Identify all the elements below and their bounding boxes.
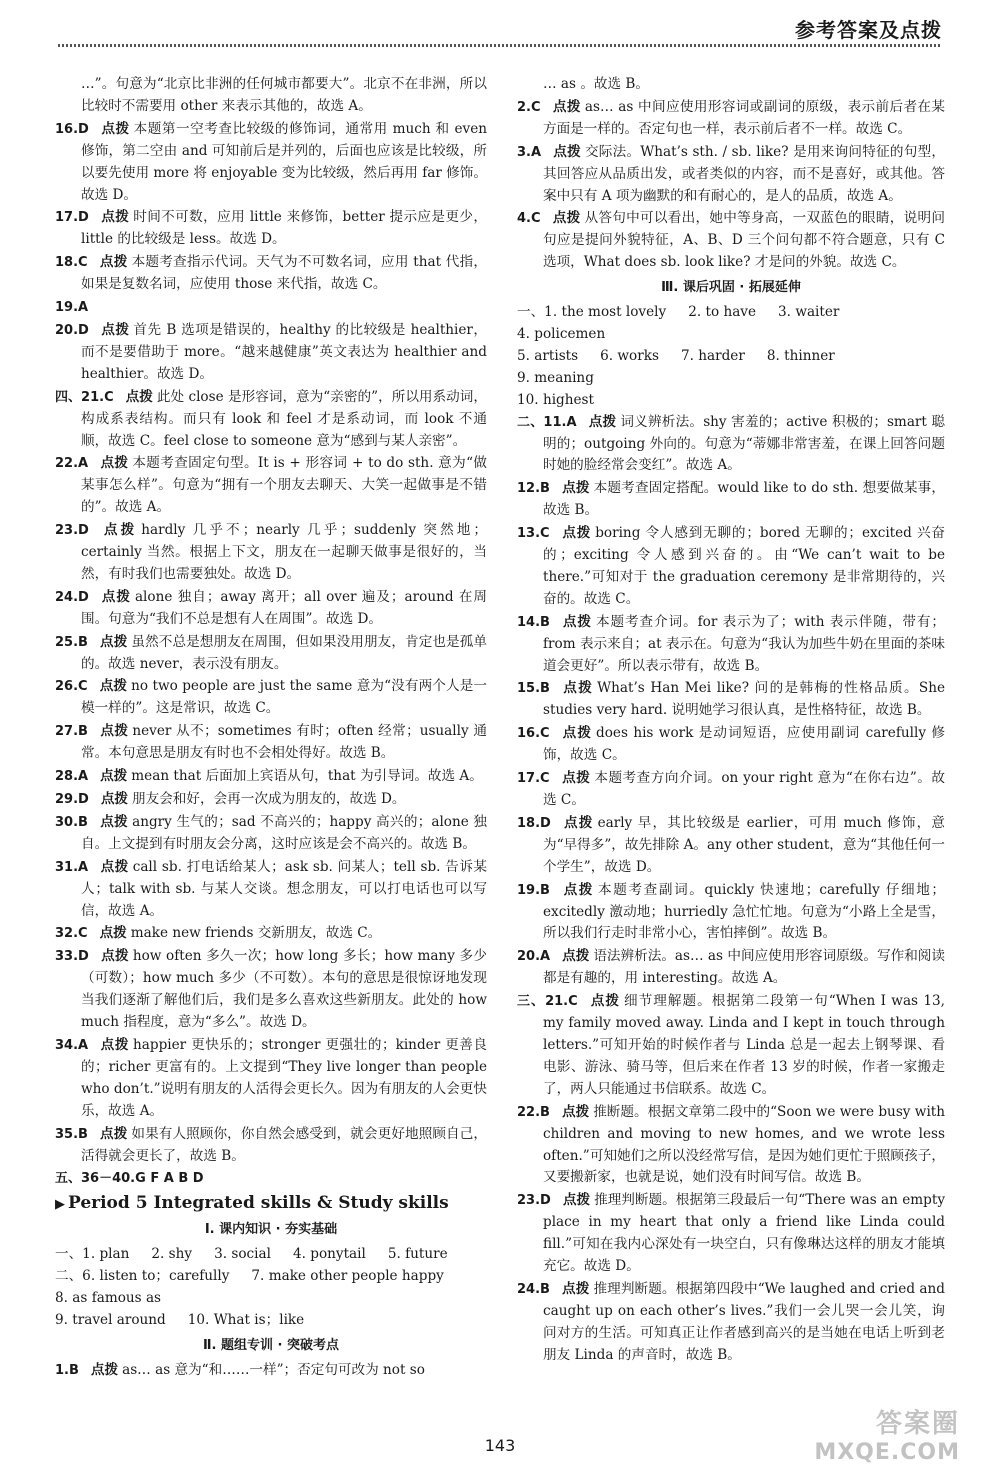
answer-choice: C: [540, 771, 550, 787]
answer-number: 25.: [55, 634, 79, 650]
answer-choice: C: [78, 679, 88, 695]
answer-item: [55, 789, 487, 811]
answer-cell: 一、1. plan: [55, 1246, 130, 1263]
answer-cell: 9. travel around: [55, 1311, 166, 1328]
answer-cell: 2. to have: [688, 304, 757, 321]
answer-choice: D: [540, 815, 551, 831]
answer-number: 三、21.: [517, 994, 569, 1010]
answer-item: [517, 991, 945, 1101]
answer-number: 4.: [517, 211, 531, 227]
answer-cell: 7. harder: [680, 347, 745, 364]
answer-cell: 5. artists: [517, 347, 579, 364]
tip-label: 点拨: [100, 791, 129, 807]
answer-choice: C: [530, 211, 541, 227]
answer-item: [55, 297, 487, 319]
answer-item: [55, 1124, 487, 1168]
answer-number: 19.: [55, 300, 79, 316]
answer-choice: B: [540, 882, 550, 898]
answer-cell: 8. thinner: [766, 347, 835, 364]
answer-choice: D: [78, 792, 89, 807]
tip-label: 点拨: [100, 321, 130, 338]
answer-item: [517, 1190, 945, 1278]
answer-choice: B: [78, 1126, 88, 1142]
answer-cell: 4. ponytail: [292, 1246, 366, 1263]
answer-item: [55, 766, 487, 788]
answer-choice: A: [78, 769, 89, 785]
tip-label: 点拨: [561, 613, 592, 630]
answer-explanation: 本题考查副词。quickly 快速地；carefully 仔细地；excitedly 激动地；hurriedly 急忙忙地。句意为“小路上全是雪，所以我们行走时非常小心，害怕摔倒”。故选 B。: [543, 881, 946, 942]
answer-item: [517, 412, 945, 478]
answer-number: 34.: [55, 1037, 79, 1053]
answer-explanation: 本题考查指示代词。天气为不可数名词，应用 that 代指，如果是复数名词，应使用 those 来代指，故选 C。: [81, 254, 487, 293]
answer-choice: B: [540, 614, 550, 630]
answer-row: [517, 346, 945, 390]
answer-number: 20.: [517, 949, 541, 965]
answer-number: 19.: [517, 882, 541, 898]
answer-explanation: 本题第一空考查比较级的修饰词，通常用 much 和 even 修饰，第二空由 and 可知前后是并列的，后面也应该是比较级，所以要先使用 more 将 enjoyable 变为比较级，然后再用 far 修饰。故选 D。: [81, 120, 488, 203]
answer-choice: D: [540, 1193, 551, 1209]
answer-cell: 3. waiter: [778, 304, 840, 321]
tip-label: 点拨: [561, 1280, 590, 1297]
answer-choice: A: [78, 456, 89, 472]
answer-number: 14.: [517, 614, 541, 630]
tip-label: 点拨: [588, 413, 617, 430]
answer-explanation: 交际法。What’s sth. / sb. like? 是用来询问特征的句型，其回答应从品质出发，或者类似的内容，而不是喜好，或其他。答案中只有 A 项为幽默的和有耐心的，是人的品质，故选 A。: [543, 143, 946, 204]
answer-cell: 4. policemen: [517, 325, 606, 342]
answer-choice: D: [78, 121, 89, 137]
tip-label: 点拨: [561, 680, 594, 697]
tip-label: 点拨: [589, 993, 620, 1010]
answer-cell: 3. social: [214, 1246, 271, 1263]
answer-explanation: 首先 B 选项是错误的，healthy 的比较级是 healthier，而不是要借助于 more。“越来越健康”英文表达为 healthier and healthier。故选 D。: [81, 321, 487, 382]
answer-item: [517, 1279, 945, 1367]
answer-choice: C: [540, 726, 550, 742]
tip-label: 点拨: [561, 770, 591, 787]
tip-label: 点拨: [561, 881, 595, 898]
tip-label: 点拨: [552, 98, 581, 115]
answer-explanation: as… as 意为“和……一样”；否定句可改为 not so: [122, 1361, 425, 1378]
answer-explanation: hardly 几乎不；nearly 几乎；suddenly 突然地；certainly 当然。根据上下文，朋友在一起聊天做事是很好的，当然，有时我们也需要独处。故选 D。: [81, 522, 487, 582]
answer-item: [517, 723, 945, 767]
page-header-title: 参考答案及点拨: [785, 14, 942, 43]
answer-explanation: never 从不；sometimes 有时；often 经常；usually 通常。本句意思是朋友有时也不会相处得好。故选 B。: [81, 723, 487, 762]
answer-number: 18.: [55, 255, 79, 271]
tip-label: 点拨: [90, 1361, 119, 1378]
answer-choice: C: [568, 994, 578, 1010]
answer-cell: 7. make other people happy: [251, 1268, 444, 1285]
tip-label: 点拨: [100, 455, 129, 472]
answer-row: [55, 1266, 487, 1310]
answer-choice: B: [540, 1104, 550, 1120]
answer-number: 23.: [55, 523, 79, 539]
tip-label: 点拨: [100, 588, 131, 605]
watermark-line2: MXQE.COM: [814, 1440, 960, 1465]
answer-item: [517, 813, 945, 879]
answer-choice: B: [78, 814, 88, 830]
answer-number: 1.: [55, 1362, 69, 1378]
answer-cell: 8. as famous as: [55, 1289, 162, 1306]
answer-explanation: What’s Han Mei like? 问的是韩梅的性格品质。She studies very hard. 说明她学习很认真，是性格特征，故选 B。: [543, 680, 946, 719]
answer-item: [517, 946, 945, 990]
answer-choice: D: [78, 589, 89, 605]
answer-item: [517, 523, 945, 611]
answer-item: [55, 1168, 487, 1190]
answer-choice: D: [78, 949, 89, 965]
answer-row: [55, 1244, 487, 1266]
tip-label: 点拨: [100, 120, 130, 137]
watermark-logo: [814, 1403, 960, 1465]
tip-label: 点拨: [100, 858, 129, 875]
tip-label: 点拨: [100, 948, 129, 965]
answer-item: [517, 142, 945, 208]
tip-label: 点拨: [100, 522, 138, 539]
answer-explanation: 本题考查方向介词。on your right 意为“在你右边”。故选 C。: [543, 770, 946, 808]
answer-item: [55, 812, 487, 856]
answer-row: [517, 302, 945, 346]
answer-item: [517, 97, 945, 141]
answer-choice: C: [78, 255, 88, 271]
answer-explanation: call sb. 打电话给某人；ask sb. 问某人；tell sb. 告诉某人；talk with sb. 与某人交谈。想念朋友，可以打电话也可以写信，故选 A。: [81, 858, 488, 919]
answer-item: [55, 857, 487, 923]
answer-number: 26.: [55, 679, 79, 695]
tip-label: 点拨: [562, 814, 594, 831]
answer-row: [55, 1310, 487, 1332]
tip-label: 点拨: [562, 948, 590, 965]
answer-item: [55, 453, 487, 519]
answer-choice: D: [78, 523, 89, 539]
answer-explanation: 推理判断题。根据第三段最后一句“There was an empty place in my heart that only a friend like Linda could fill.”可知在我内心深处有一块空白，只有像琳达这样的朋友才能填充它。故选 D。: [543, 1192, 945, 1275]
answer-cell: 9. meaning: [517, 369, 594, 386]
answer-number: 15.: [517, 681, 541, 697]
answer-item: [55, 520, 487, 586]
tip-label: 点拨: [99, 925, 127, 942]
answer-choice: C: [540, 526, 550, 542]
answer-number: 16.: [55, 121, 79, 137]
answer-item: [55, 207, 487, 251]
answer-explanation: as… as 中间应使用形容词或副词的原级，表示前后者在某方面是一样的。否定句也一样，表示前后者不一样。故选 C。: [543, 98, 945, 137]
answer-choice: G F A B D: [135, 1171, 204, 1187]
answer-explanation: no two people are just the same 意为“没有两个人是一模一样的”。这是常识，故选 C。: [81, 678, 488, 717]
answer-number: 31.: [55, 859, 79, 875]
tip-label: 点拨: [553, 143, 581, 160]
tip-label: 点拨: [100, 1036, 130, 1053]
answer-number: 28.: [55, 769, 79, 785]
tip-label: 点拨: [100, 209, 130, 226]
answer-choice: B: [68, 1362, 79, 1378]
answer-choice: A: [566, 414, 577, 430]
answer-item: [517, 612, 945, 678]
tip-label: 点拨: [561, 525, 592, 542]
answer-item: [55, 587, 487, 631]
header-rule: [58, 44, 942, 47]
answer-choice: B: [78, 724, 88, 740]
answer-item: [517, 208, 945, 274]
tip-label: 点拨: [100, 768, 128, 785]
tip-label: 点拨: [552, 210, 581, 227]
tip-label: 点拨: [99, 813, 129, 830]
answer-number: 二、11.: [517, 414, 567, 430]
answer-number: 18.: [517, 815, 541, 831]
answer-item: [517, 880, 945, 946]
answer-explanation: boring 令人感到无聊的；bored 无聊的；excited 兴奋的；exciting 令人感到兴奋的。由“We can’t wait to be there.”可知对于 the graduation ceremony 是非常期待的，兴奋的。故选 C。: [543, 525, 946, 607]
answer-choice: B: [540, 481, 550, 497]
answer-explanation: angry 生气的；sad 不高兴的；happy 高兴的；alone 独自。上文提到有时朋友会分离，这时应该是会不高兴的。故选 B。: [81, 813, 488, 852]
answer-number: 22.: [517, 1104, 541, 1120]
answer-item: [517, 478, 945, 522]
answer-item: [55, 632, 487, 676]
answer-item: [517, 1102, 945, 1190]
tip-label: 点拨: [562, 1192, 591, 1209]
tip-label: 点拨: [99, 633, 128, 650]
answer-item: [517, 678, 945, 722]
answer-explanation: 本题考查固定句型。It is + 形容词 + to do sth. 意为“做某事怎么样”。句意为“拥有一个朋友去聊天、大笑一起做事是不错的”。故选 A。: [81, 455, 487, 516]
tip-label: 点拨: [561, 480, 590, 497]
answer-explanation: does his work 是动词短语，应使用副词 carefully 修饰，故选 C。: [543, 725, 945, 764]
answer-item: [55, 74, 487, 118]
answer-choice: A: [530, 144, 542, 160]
answer-cell: 6. works: [600, 347, 659, 364]
tip-label: 点拨: [99, 678, 128, 695]
answer-number: 2.: [517, 99, 531, 115]
tip-label: 点拨: [561, 725, 593, 742]
answer-choice: D: [78, 322, 89, 338]
answer-number: 13.: [517, 526, 541, 542]
answer-cell: 2. shy: [151, 1246, 193, 1263]
answer-explanation: make new friends 交新朋友，故选 C。: [130, 925, 382, 942]
answer-item: [55, 252, 487, 296]
answer-explanation: 词义辨析法。shy 害羞的；active 积极的；smart 聪明的；outgoing 外向的。句意为“蒂娜非常害羞，在课上回答问题时她的脸经常会变红”。故选 A。: [543, 413, 946, 474]
period-heading: [55, 1193, 487, 1216]
section-heading: Ⅰ. 课内知识 · 夯实基础: [204, 1222, 338, 1238]
answer-continuation: … as 。故选 B。: [543, 76, 650, 92]
answer-explanation: 虽然不总是想朋友在周围，但如果没用朋友，肯定也是孤单的。故选 never，表示没有朋友。: [81, 633, 488, 672]
answer-cell: 二、6. listen to；carefully: [55, 1268, 230, 1285]
answer-explanation: 朋友会和好，会再一次成为朋友的，故选 D。: [132, 791, 406, 807]
answer-choice: B: [540, 1281, 550, 1297]
answer-explanation: 时间不可数，应用 little 来修饰，better 提示应是更少，little 的比较级是 less。故选 D。: [81, 209, 487, 248]
watermark-line1: 答案圈: [875, 1409, 960, 1439]
answer-item: [517, 768, 945, 812]
answer-number: 33.: [55, 949, 79, 965]
answer-choice: B: [78, 634, 88, 650]
answer-number: 17.: [55, 210, 79, 226]
tip-label: 点拨: [99, 1125, 128, 1142]
answer-number: 24.: [517, 1281, 541, 1297]
answer-explanation: 推理判断题。根据第四段中“We laughed and cried and caught up on each other’s lives.”我们一会儿哭一会儿笑，询问对方的生活。可知真正让作者感到高兴的是当她在电话上听到老朋友 Linda 的声音时，故选 B。: [543, 1280, 945, 1363]
answer-explanation: 从答句中可以看出，她中等身高，一双蓝色的眼睛，说明问句应是提问外貌特征，A、B、D 三个问句都不符合题意，只有 C 选项，What does sb. look like? 才是问的外貌。故选 C。: [543, 210, 946, 271]
answer-explanation: how often 多久一次；how long 多长；how many 多少（可数）；how much 多少（不可数）。本句的意思是很惊讶地发现当我们逐渐了解他们后，我们是多么喜欢这些新朋友。此处的 how much 指程度，意为“多么”。故选 D。: [81, 948, 487, 1031]
answer-explanation: 语法辨析法。as… as 中间应使用形容词原级。写作和阅读都是有趣的，用 interesting。故选 A。: [543, 948, 945, 987]
answer-explanation: 推断题。根据文章第二段中的“Soon we were busy with children and moving to new homes, and we wrote less often.”可知她们之所以没经常写信，是因为她们更忙于照顾孩子，又要搬新家，也就是说，她们没有时间写信。故选 B。: [543, 1103, 946, 1186]
triangle-icon: ▶: [55, 1197, 65, 1213]
answer-number: 四、21.: [55, 389, 105, 405]
answer-explanation: 本题考查固定搭配。would like to do sth. 想要做某事，故选 B。: [543, 480, 946, 519]
answer-number: 29.: [55, 792, 79, 807]
answer-item: [55, 676, 487, 720]
answer-number: 24.: [55, 589, 79, 605]
right-column: [517, 74, 945, 1368]
answer-item: [55, 320, 487, 386]
answer-number: 五、36－40.: [55, 1171, 136, 1187]
answer-explanation: …”。句意为“北京比非洲的任何城市都要大”。北京不在非洲，所以比较时不需要用 other 来表示其他的，故选 A。: [81, 76, 487, 114]
answer-item: [55, 923, 487, 945]
tip-label: 点拨: [561, 1103, 590, 1120]
tip-label: 点拨: [125, 388, 153, 405]
page-number: 143: [484, 1436, 516, 1455]
tip-label: 点拨: [99, 254, 128, 271]
answer-item: [55, 1035, 487, 1123]
answer-explanation: 此处 close 是形容词，意为“亲密的”，所以用系动词，构成系表结构。而只有 look 和 feel 才是系动词，而 look 不通顺，故选 C。feel close to someone 意为“感到与某人亲密”。: [81, 388, 487, 449]
section-heading: Ⅲ. 课后巩固 · 拓展延伸: [661, 280, 801, 296]
answer-choice: B: [540, 681, 550, 697]
answer-number: 12.: [517, 481, 541, 497]
answer-item: [55, 119, 487, 207]
answer-choice: D: [78, 210, 89, 226]
answer-number: 16.: [517, 726, 541, 742]
answer-item: [55, 721, 487, 765]
answer-choice: C: [530, 99, 541, 115]
answer-number: 17.: [517, 771, 541, 787]
answer-explanation: 本题考查介词。for 表示为了；with 表示伴随，带有；from 表示来自；at 表示在。句意为“我认为加些牛奶在里面的茶味道会更好”。所以表示带有，故选 B。: [543, 613, 945, 674]
answer-number: 32.: [55, 926, 79, 942]
answer-explanation: 如果有人照顾你，你自然会感受到，就会更好地照顾自己，活得就会更长了，故选 B。: [81, 1125, 488, 1164]
answer-choice: A: [78, 859, 89, 875]
answer-explanation: early 早，其比较级是 earlier，可用 much 修饰，意为“早得多”，故先排除 A。any other student，意为“其他任何一个学生”，故选 D。: [543, 814, 945, 875]
answer-choice: A: [540, 949, 551, 965]
answer-number: 30.: [55, 814, 79, 830]
answer-item: [55, 387, 487, 453]
answer-choice: C: [78, 926, 88, 942]
left-column: [55, 74, 487, 1383]
answer-choice: A: [78, 1037, 89, 1053]
answer-number: 23.: [517, 1193, 541, 1209]
answer-explanation: mean that 后面加上宾语从句，that 为引导词。故选 A。: [131, 768, 483, 785]
answer-number: 20.: [55, 322, 79, 338]
tip-label: 点拨: [99, 723, 129, 740]
answer-choice: C: [104, 389, 114, 405]
answer-explanation: alone 独自；away 离开；all over 遍及；around 在周围。句意为“我们不总是想有人在周围”。故选 D。: [81, 588, 487, 627]
answer-cell: 5. future: [387, 1246, 448, 1263]
answer-choice: A: [78, 300, 89, 316]
section-heading: Ⅱ. 题组专训 · 突破考点: [202, 1337, 340, 1353]
answer-explanation: happier 更快乐的；stronger 更强壮的；kinder 更善良的；richer 更富有的。上文提到“They live longer than people who don’t.”说明有朋友的人活得会更长久。因为有朋友的人会更快乐，故选 A。: [81, 1036, 488, 1119]
answer-cell: 10. highest: [517, 391, 594, 408]
period-title: Period 5 Integrated skills & Study skills: [68, 1193, 449, 1214]
answer-cell: 10. What is；like: [187, 1311, 305, 1328]
answer-item: [55, 946, 487, 1034]
answer-row: [517, 390, 945, 412]
answer-number: 27.: [55, 724, 79, 740]
answer-explanation: 细节理解题。根据第二段第一句“When I was 13, my family moved away. Linda and I kept in touch through letters.”可知开始的时候作者与 Linda 总是一起去上钢琴课、看电影、游泳、骑马等，但后来在作者 13 岁的时候，作者一家搬走了，两人只能通过书信联系。故选 C。: [543, 993, 946, 1097]
answer-cell: 一、1. the most lovely: [517, 304, 667, 321]
answer-number: 3.: [517, 144, 531, 160]
answer-number: 35.: [55, 1126, 79, 1142]
answer-item: [55, 1360, 487, 1382]
answer-number: 22.: [55, 456, 79, 472]
